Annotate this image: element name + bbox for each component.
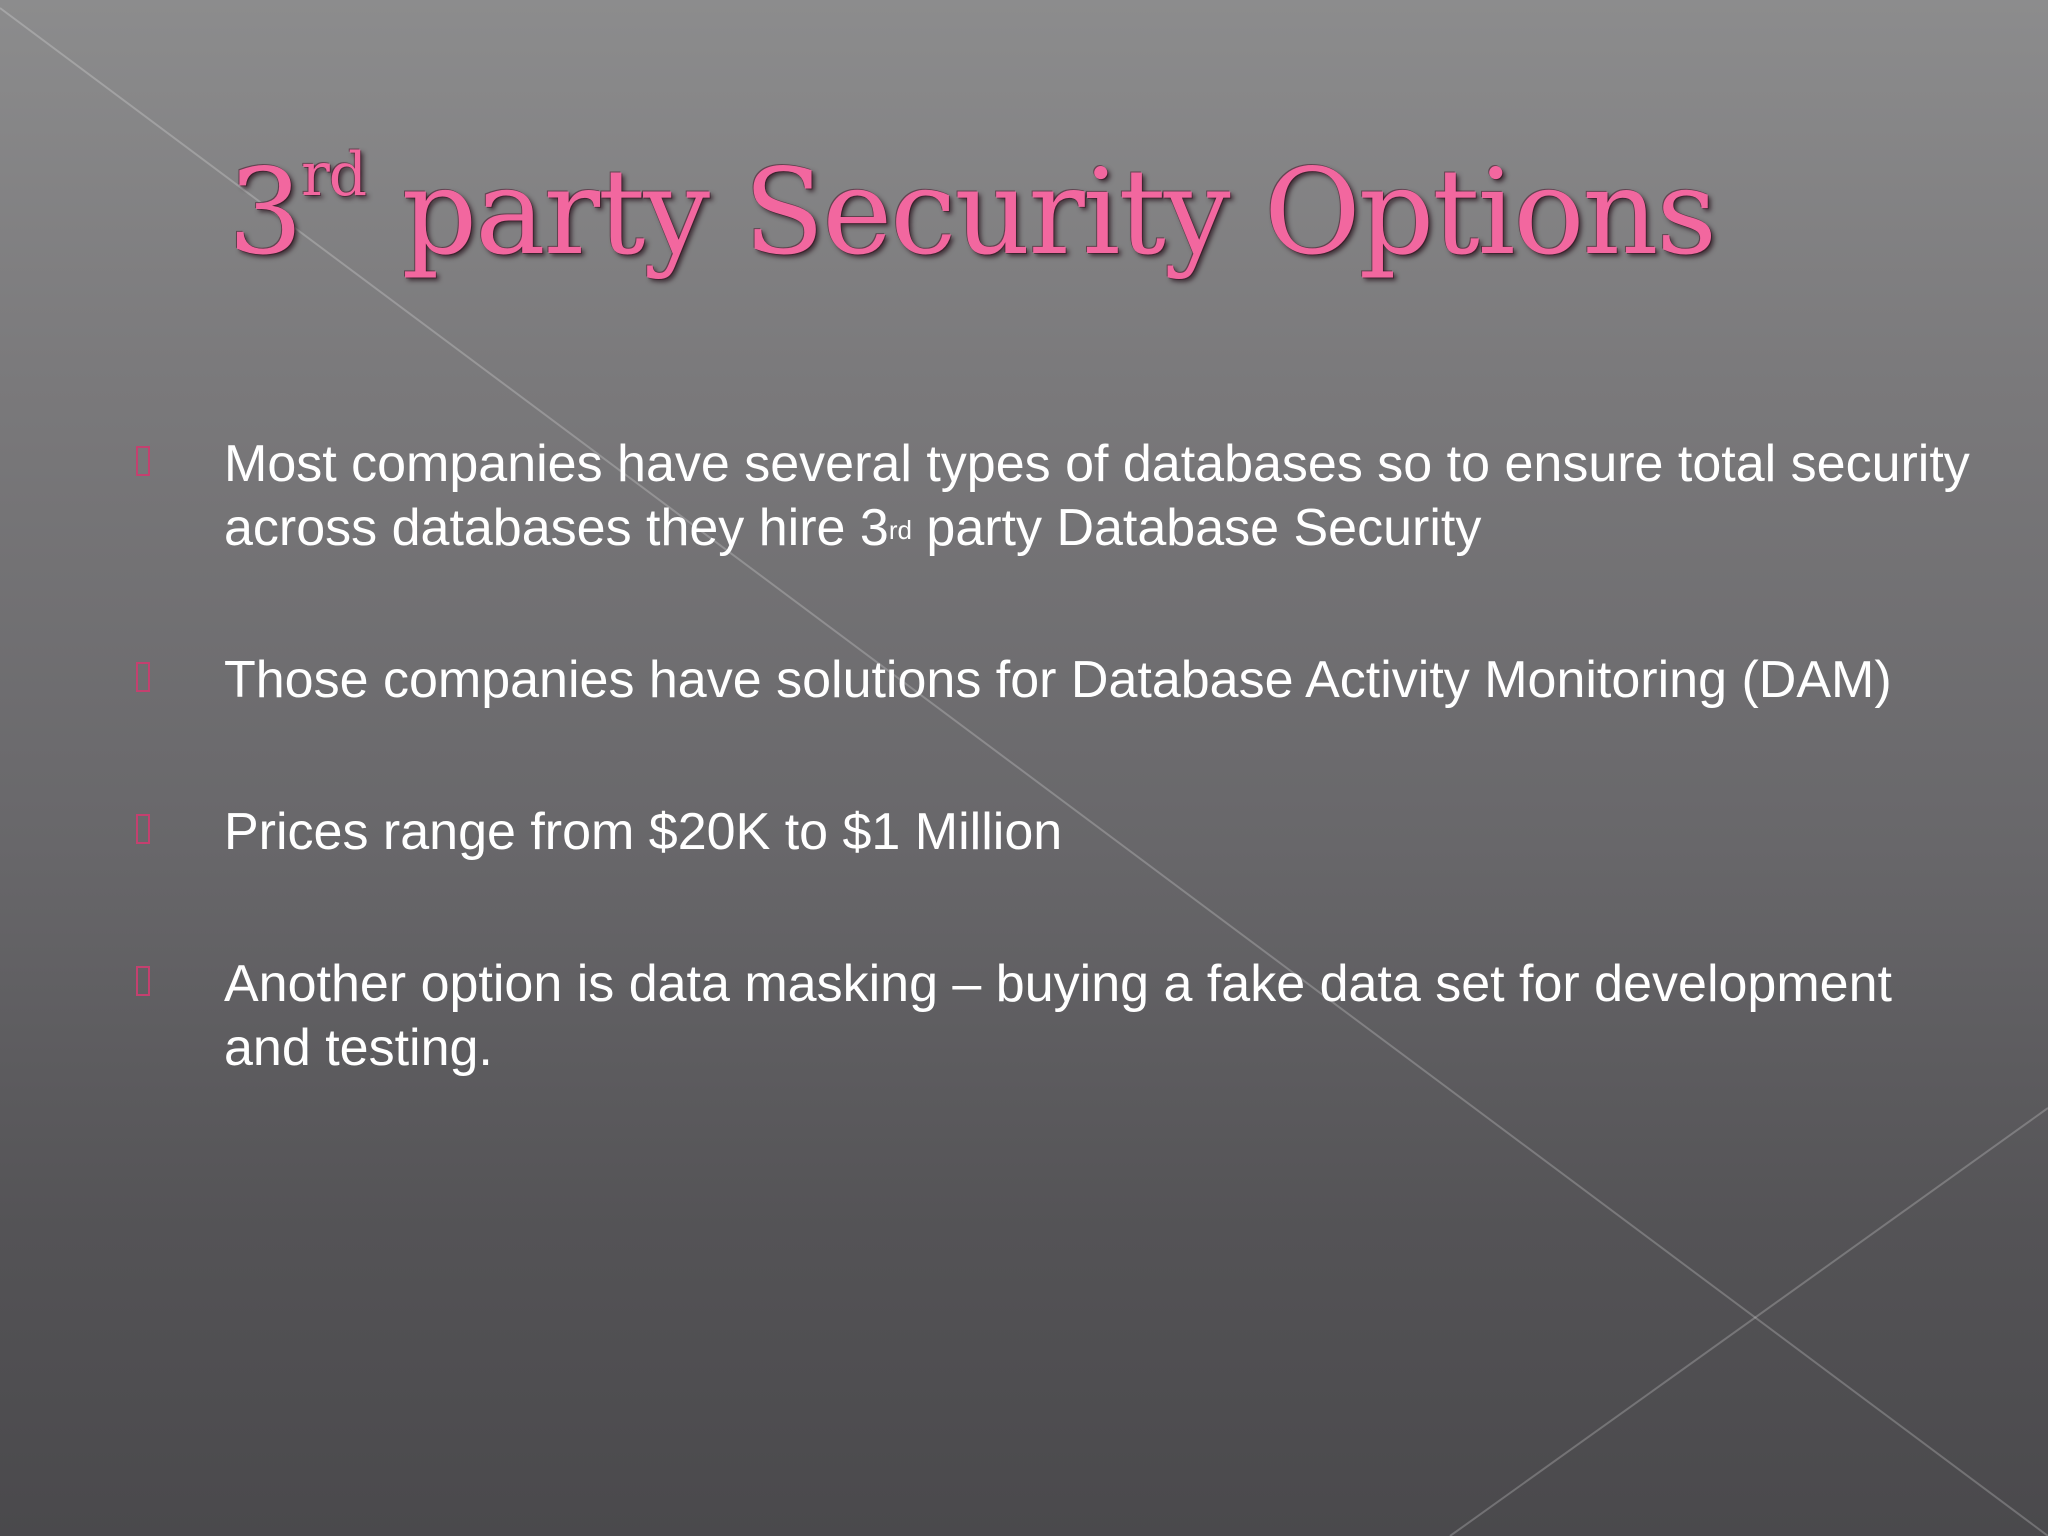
bullet-ordinal-suffix: rd <box>888 515 912 545</box>
bullet-text: Those companies have solutions for Database Activity Monitoring (DAM) <box>224 651 1892 709</box>
bullet-marker-icon <box>136 814 150 844</box>
title-text: party Security Options <box>366 143 1716 281</box>
bullet-item <box>0 952 2048 1080</box>
bullet-text: Prices range from $20K to $1 Million <box>224 803 1063 861</box>
title-number: 3 <box>228 143 302 281</box>
bullet-text: Most companies have several types of databases so to ensure total security across databases they hire 3 <box>224 435 1970 557</box>
bullet-text: Another option is data masking – buying a fake data set for development and testing. <box>224 955 1892 1077</box>
bullet-item <box>0 648 2048 712</box>
bullet-item <box>0 800 2048 864</box>
bullet-marker-icon <box>136 662 150 692</box>
slide-title <box>228 140 1716 281</box>
bullet-list <box>0 432 2048 1168</box>
bullet-text-continued: party Database Security <box>911 499 1482 557</box>
title-ordinal-suffix: rd <box>301 140 367 210</box>
bullet-marker-icon <box>136 446 150 476</box>
bullet-item <box>0 432 2048 560</box>
bullet-marker-icon <box>136 966 150 996</box>
